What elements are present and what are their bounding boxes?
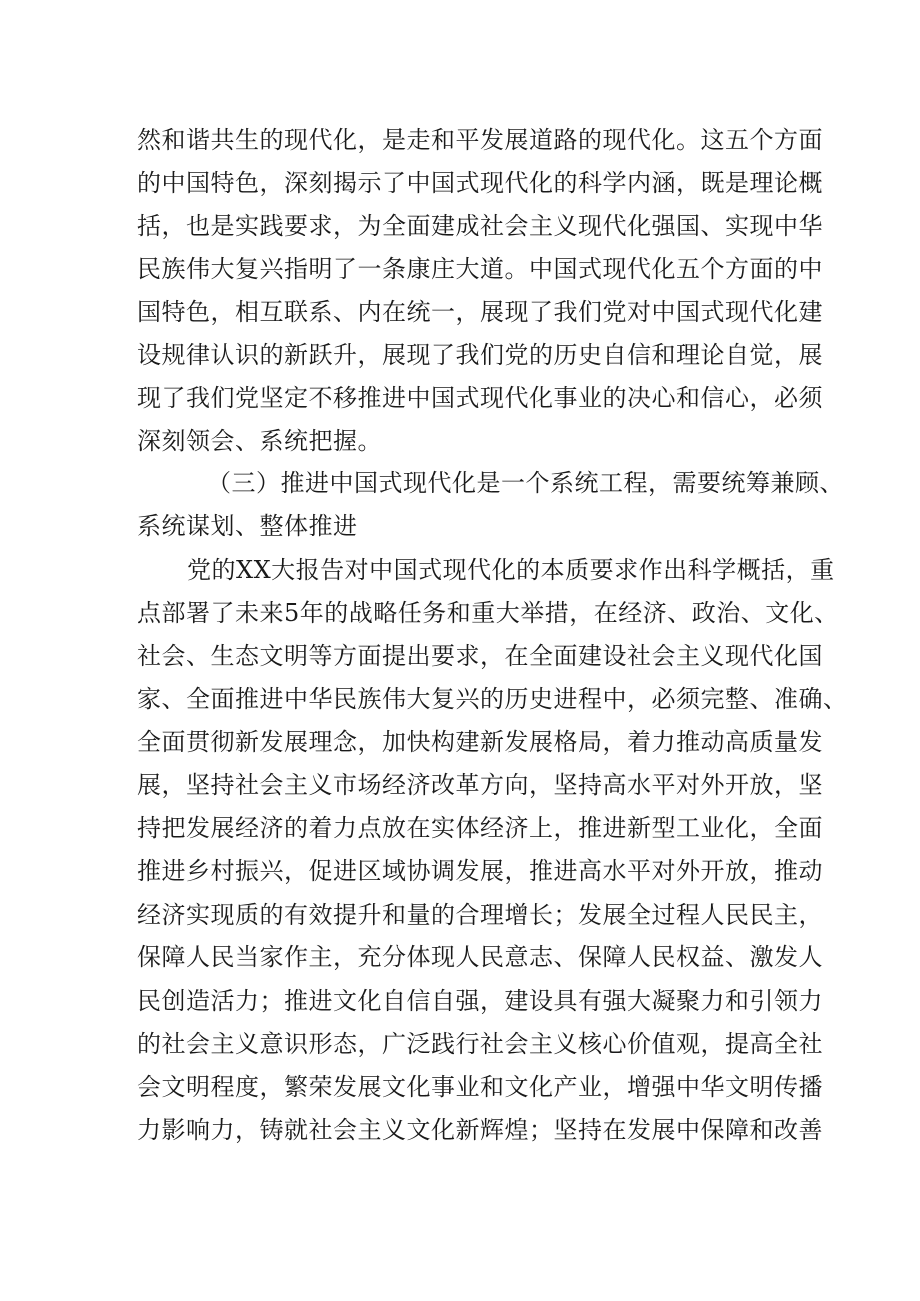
body-text-line: 党的XX大报告对中国式现代化的本质要求作出科学概括，重: [187, 556, 835, 584]
body-text-line: 社会、生态文明等方面提出要求，在全面建设社会主义现代化国: [137, 642, 823, 670]
section-heading-line: 系统谋划、整体推进: [137, 512, 358, 540]
body-text-line: 民创造活力；推进文化自信自强，建设具有强大凝聚力和引领力: [137, 987, 823, 1015]
body-text-line: 全面贯彻新发展理念，加快构建新发展格局，着力推动高质量发: [137, 728, 823, 756]
body-text-line: 展，坚持社会主义市场经济改革方向，坚持高水平对外开放，坚: [137, 771, 823, 799]
section-heading-line: （三）推进中国式现代化是一个系统工程，需要统筹兼顾、: [207, 469, 844, 497]
body-text-line: 力影响力，铸就社会主义文化新辉煌；坚持在发展中保障和改善: [137, 1116, 823, 1144]
body-text-line: 推进乡村振兴，促进区域协调发展，推进高水平对外开放，推动: [137, 857, 823, 885]
body-text-line: 的中国特色，深刻揭示了中国式现代化的科学内涵，既是理论概: [137, 169, 823, 197]
body-text-line: 经济实现质的有效提升和量的合理增长；发展全过程人民民主，: [137, 901, 823, 929]
body-text-line: 持把发展经济的着力点放在实体经济上，推进新型工业化，全面: [137, 814, 823, 842]
body-text-line: 保障人民当家作主，充分体现人民意志、保障人民权益、激发人: [137, 943, 823, 971]
body-text-line: 然和谐共生的现代化，是走和平发展道路的现代化。这五个方面: [137, 126, 823, 154]
body-text-line: 设规律认识的新跃升，展现了我们党的历史自信和理论自觉，展: [137, 341, 823, 369]
body-text-line: 深刻领会、系统把握。: [137, 427, 382, 455]
body-text-line: 现了我们党坚定不移推进中国式现代化事业的决心和信心，必须: [137, 384, 823, 412]
body-text-line: 家、全面推进中华民族伟大复兴的历史进程中，必须完整、准确、: [137, 685, 848, 713]
body-text-line: 国特色，相互联系、内在统一，展现了我们党对中国式现代化建: [137, 298, 823, 326]
body-text-line: 点部署了未来5年的战略任务和重大举措，在经济、政治、文化、: [137, 599, 839, 627]
body-text-line: 括，也是实践要求，为全面建成社会主义现代化强国、实现中华: [137, 212, 823, 240]
body-text-line: 的社会主义意识形态，广泛践行社会主义核心价值观，提高全社: [137, 1030, 823, 1058]
body-text-line: 民族伟大复兴指明了一条康庄大道。中国式现代化五个方面的中: [137, 255, 823, 283]
body-text-line: 会文明程度，繁荣发展文化事业和文化产业，增强中华文明传播: [137, 1073, 823, 1101]
